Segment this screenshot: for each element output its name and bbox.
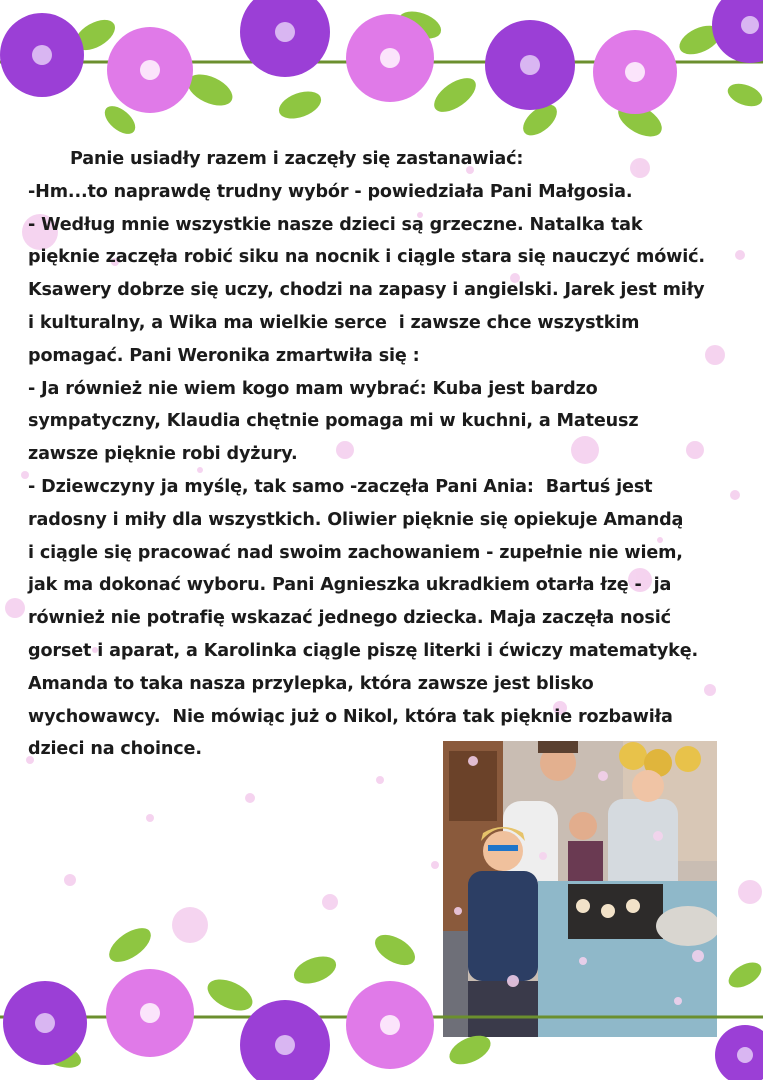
flower-pink (107, 27, 193, 113)
story-line: -Hm...to naprawdę trudny wybór - powiedziała Pani Małgosia. (28, 181, 633, 202)
flower-purple (240, 1000, 330, 1080)
story-line: jak ma dokonać wyboru. Pani Agnieszka ukradkiem otarła łzę - ja (28, 575, 672, 596)
story-line: - Dziewczyny ja myślę, tak samo -zaczęła Pani Ania: Bartuś jest (28, 476, 653, 497)
story-line: również nie potrafię wskazać jednego dziecka. Maja zaczęła nosić (28, 608, 671, 629)
story-line: zawsze pięknie robi dyżury. (28, 444, 298, 465)
flower-pink (346, 14, 434, 102)
top-flower-garland (0, 0, 763, 165)
flower-purple (712, 0, 763, 63)
story-line: wychowawcy. Nie mówiąc już o Nikol, która tak pięknie rozbawiła (28, 706, 673, 727)
story-line: pomagać. Pani Weronika zmartwiła się : (28, 345, 420, 366)
story-line: pięknie zaczęła robić siku na nocnik i ciągle stara się nauczyć mówić. (28, 247, 705, 268)
story-line: Panie usiadły razem i zaczęły się zastanawiać: (70, 149, 524, 169)
flower-purple (715, 1025, 763, 1080)
story-line: Ksawery dobrze się uczy, chodzi na zapasy i angielski. Jarek jest miły (28, 280, 705, 301)
story-line: Amanda to taka nasza przylepka, która zawsze jest blisko (28, 673, 594, 694)
story-line: sympatyczny, Klaudia chętnie pomaga mi w kuchni, a Mateusz (28, 411, 639, 432)
story-line: - Według mnie wszystkie nasze dzieci są grzeczne. Natalka tak (28, 214, 643, 235)
story-line: i kulturalny, a Wika ma wielkie serce i zawsze chce wszystkim (28, 312, 640, 333)
flower-pink (593, 30, 677, 114)
flower-purple (3, 981, 87, 1065)
story-line: dzieci na choince. (28, 739, 202, 760)
flower-pink (106, 969, 194, 1057)
flower-purple (240, 0, 330, 77)
story-text (28, 143, 728, 766)
flower-pink (346, 981, 434, 1069)
flower-purple (485, 20, 575, 110)
story-line: i ciągle się pracować nad swoim zachowaniem - zupełnie nie wiem, (28, 542, 683, 563)
story-line: gorset i aparat, a Karolinka ciągle piszę literki i ćwiczy matematykę. (28, 640, 699, 661)
story-line: - Ja również nie wiem kogo mam wybrać: Kuba jest bardzo (28, 378, 598, 399)
story-line: radosny i miły dla wszystkich. Oliwier pięknie się opiekuje Amandą (28, 509, 684, 530)
bottom-flower-garland (0, 915, 763, 1080)
flower-purple (0, 13, 84, 97)
